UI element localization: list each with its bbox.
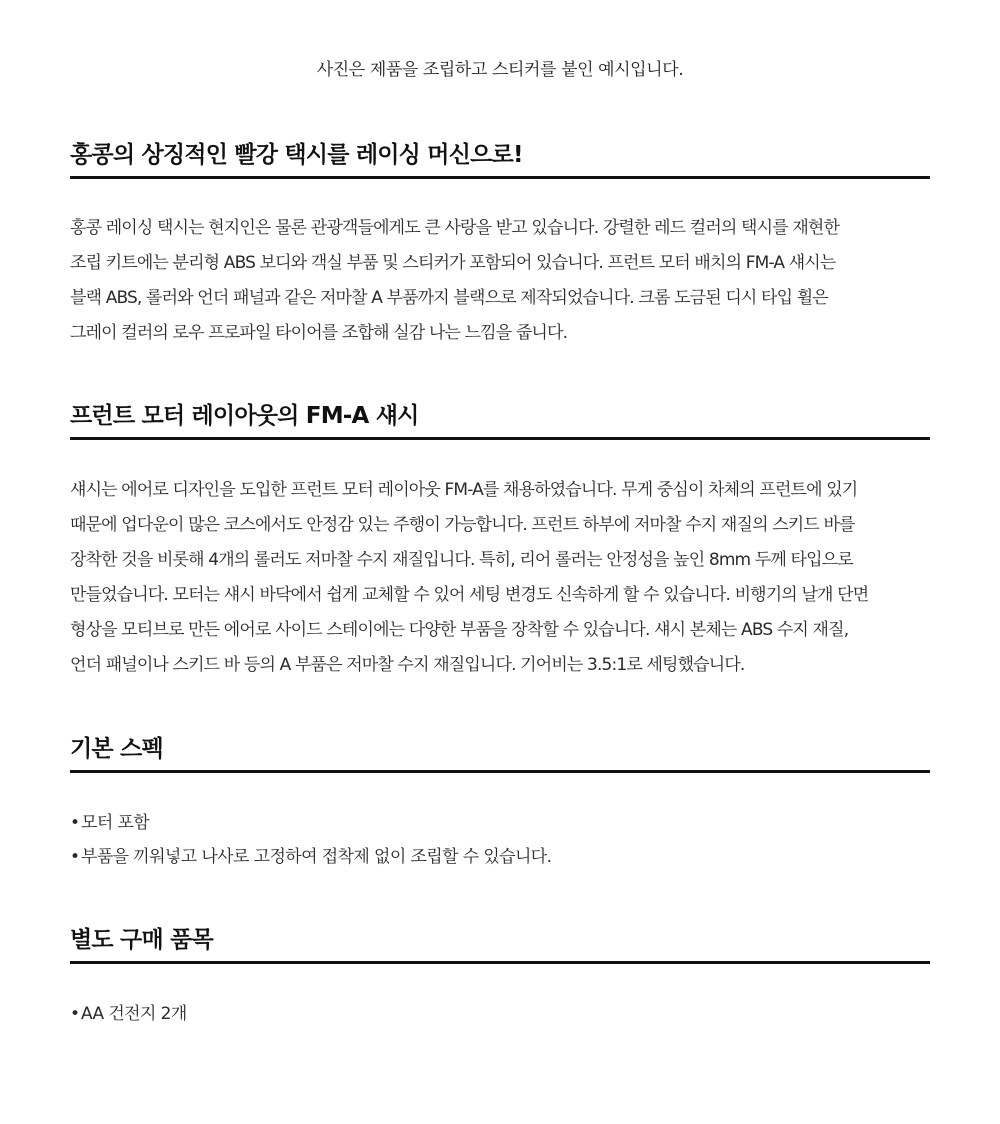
bullet-icon: • bbox=[70, 813, 80, 833]
section-title-sold-separately: 별도 구매 품목 bbox=[70, 927, 213, 953]
paragraph-line: 그레이 컬러의 로우 프로파일 타이어를 조합해 실감 나는 느낌을 줍니다. bbox=[70, 323, 568, 343]
paragraph-line: 섀시는 에어로 디자인을 도입한 프런트 모터 레이아웃 FM-A를 채용하였습니다. 무게 중심이 차체의 프런트에 있기 bbox=[70, 480, 858, 500]
section-divider bbox=[70, 437, 930, 440]
section-divider bbox=[70, 176, 930, 179]
section-paragraph-fm-a-chassis bbox=[70, 473, 930, 683]
photo-caption: 사진은 제품을 조립하고 스티커를 붙인 예시입니다. bbox=[316, 60, 684, 80]
paragraph-line: 형상을 모티브로 만든 에어로 사이드 스테이에는 다양한 부품을 장착할 수 있습니다. 섀시 본체는 ABS 수지 재질, bbox=[70, 620, 849, 640]
list-item-text: 모터 포함 bbox=[81, 813, 150, 833]
paragraph-line: 홍콩 레이싱 택시는 현지인은 물론 관광객들에게도 큰 사랑을 받고 있습니다. 강렬한 레드 컬러의 택시를 재현한 bbox=[70, 218, 840, 238]
section-title-fm-a-chassis: 프런트 모터 레이아웃의 FM-A 섀시 bbox=[70, 403, 419, 429]
list-item bbox=[70, 997, 930, 1031]
basic-specs-list bbox=[70, 806, 930, 874]
list-item-text: 부품을 끼워넣고 나사로 고정하여 접착제 없이 조립할 수 있습니다. bbox=[81, 847, 552, 867]
paragraph-line: 블랙 ABS, 롤러와 언더 패널과 같은 저마찰 A 부품까지 블랙으로 제작되었습니다. 크롬 도금된 디시 타입 휠은 bbox=[70, 288, 828, 308]
section-divider bbox=[70, 770, 930, 773]
section-paragraph-hong-kong-taxi bbox=[70, 211, 930, 351]
section-divider bbox=[70, 961, 930, 964]
list-item bbox=[70, 840, 930, 874]
section-title-basic-specs: 기본 스펙 bbox=[70, 736, 163, 762]
paragraph-line: 언더 패널이나 스키드 바 등의 A 부품은 저마찰 수지 재질입니다. 기어비는 3.5:1로 세팅했습니다. bbox=[70, 655, 745, 675]
paragraph-line: 장착한 것을 비롯해 4개의 롤러도 저마찰 수지 재질입니다. 특히, 리어 롤러는 안정성을 높인 8mm 두께 타입으로 bbox=[70, 550, 853, 570]
section-title-hong-kong-taxi: 홍콩의 상징적인 빨강 택시를 레이싱 머신으로! bbox=[70, 142, 523, 168]
bullet-icon: • bbox=[70, 847, 80, 867]
list-item bbox=[70, 806, 930, 840]
bullet-icon: • bbox=[70, 1004, 80, 1024]
list-item-text: AA 건전지 2개 bbox=[81, 1004, 187, 1024]
paragraph-line: 조립 키트에는 분리형 ABS 보디와 객실 부품 및 스티커가 포함되어 있습니다. 프런트 모터 배치의 FM-A 섀시는 bbox=[70, 253, 836, 273]
paragraph-line: 때문에 업다운이 많은 코스에서도 안정감 있는 주행이 가능합니다. 프런트 하부에 저마찰 수지 재질의 스키드 바를 bbox=[70, 515, 855, 535]
sold-separately-list bbox=[70, 997, 930, 1031]
paragraph-line: 만들었습니다. 모터는 섀시 바닥에서 쉽게 교체할 수 있어 세팅 변경도 신속하게 할 수 있습니다. 비행기의 날개 단면 bbox=[70, 585, 869, 605]
